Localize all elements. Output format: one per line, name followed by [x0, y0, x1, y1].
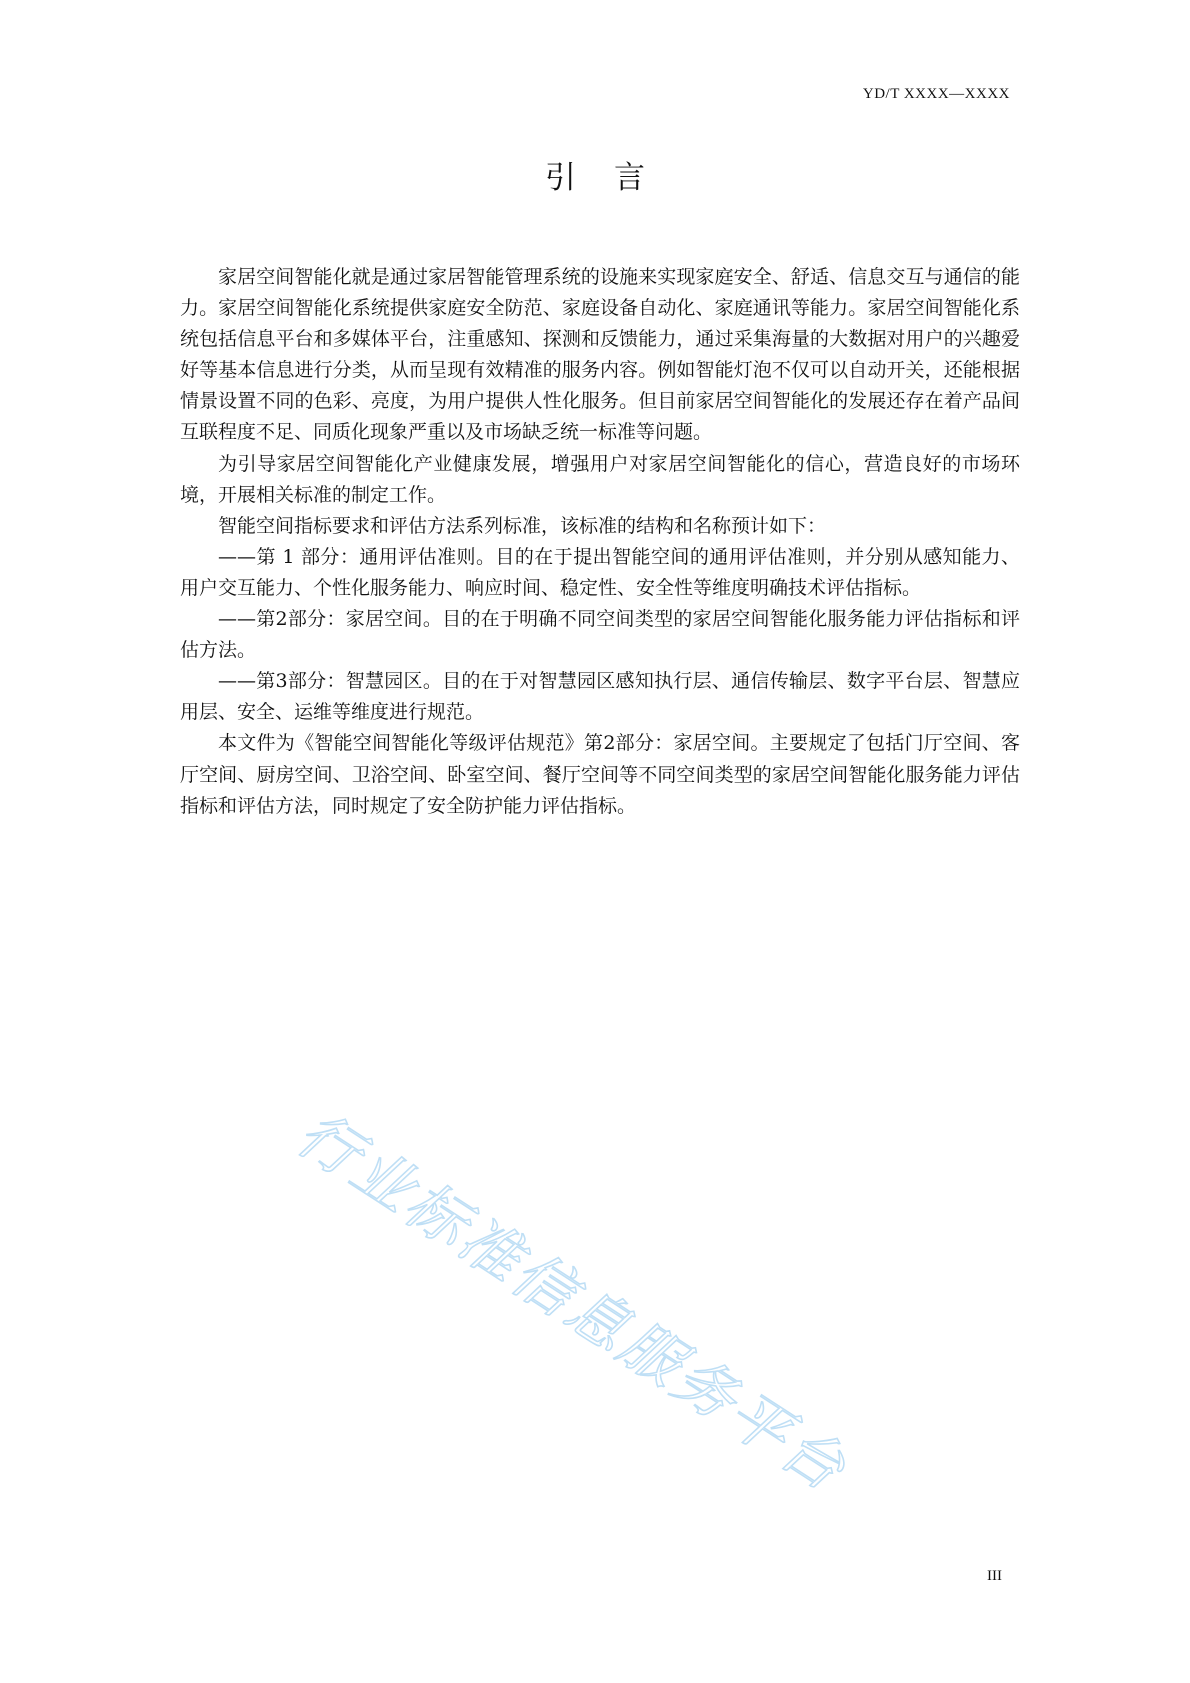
page-title-char-1: 引 [545, 160, 576, 196]
paragraph-series-intro: 智能空间指标要求和评估方法系列标准，该标准的结构和名称预计如下： [218, 514, 827, 537]
introduction-body [180, 262, 1020, 822]
page-title [0, 152, 1190, 197]
paragraph-part-1: ——第 1 部分：通用评估准则。目的在于提出智能空间的通用评估准则，并分别从感知能力、用户交互能力、个性化服务能力、响应时间、稳定性、安全性等维度明确技术评估指标。 [180, 545, 1020, 599]
page-number: III [987, 1568, 1002, 1584]
document-code: YD/T XXXX—XXXX [862, 86, 1010, 102]
page-title-char-2: 言 [614, 160, 645, 196]
paragraph-scope: 本文件为《智能空间智能化等级评估规范》第2部分：家居空间。主要规定了包括门厅空间、客厅空间、厨房空间、卫浴空间、卧室空间、餐厅空间等不同空间类型的家居空间智能化服务能力评估指标和评估方法，同时规定了安全防护能力评估指标。 [180, 732, 1020, 817]
watermark: 行业标准信息服务平台 [284, 1098, 860, 1507]
paragraph-purpose: 为引导家居空间智能化产业健康发展，增强用户对家居空间智能化的信心，营造良好的市场环境，开展相关标准的制定工作。 [180, 452, 1020, 506]
paragraph-part-3: ——第3部分：智慧园区。目的在于对智慧园区感知执行层、通信传输层、数字平台层、智慧应用层、安全、运维等维度进行规范。 [180, 670, 1020, 724]
paragraph-overview: 家居空间智能化就是通过家居智能管理系统的设施来实现家庭安全、舒适、信息交互与通信的能力。家居空间智能化系统提供家庭安全防范、家庭设备自动化、家庭通讯等能力。家居空间智能化系统包括信息平台和多媒体平台，注重感知、探测和反馈能力，通过采集海量的大数据对用户的兴趣爱好等基本信息进行分类，从而呈现有效精准的服务内容。例如智能灯泡不仅可以自动开关，还能根据情景设置不同的色彩、亮度，为用户提供人性化服务。但目前家居空间智能化的发展还存在着产品间互联程度不足、同质化现象严重以及市场缺乏统一标准等问题。 [180, 266, 1020, 444]
paragraph-part-2: ——第2部分：家居空间。目的在于明确不同空间类型的家居空间智能化服务能力评估指标和评估方法。 [180, 608, 1020, 662]
